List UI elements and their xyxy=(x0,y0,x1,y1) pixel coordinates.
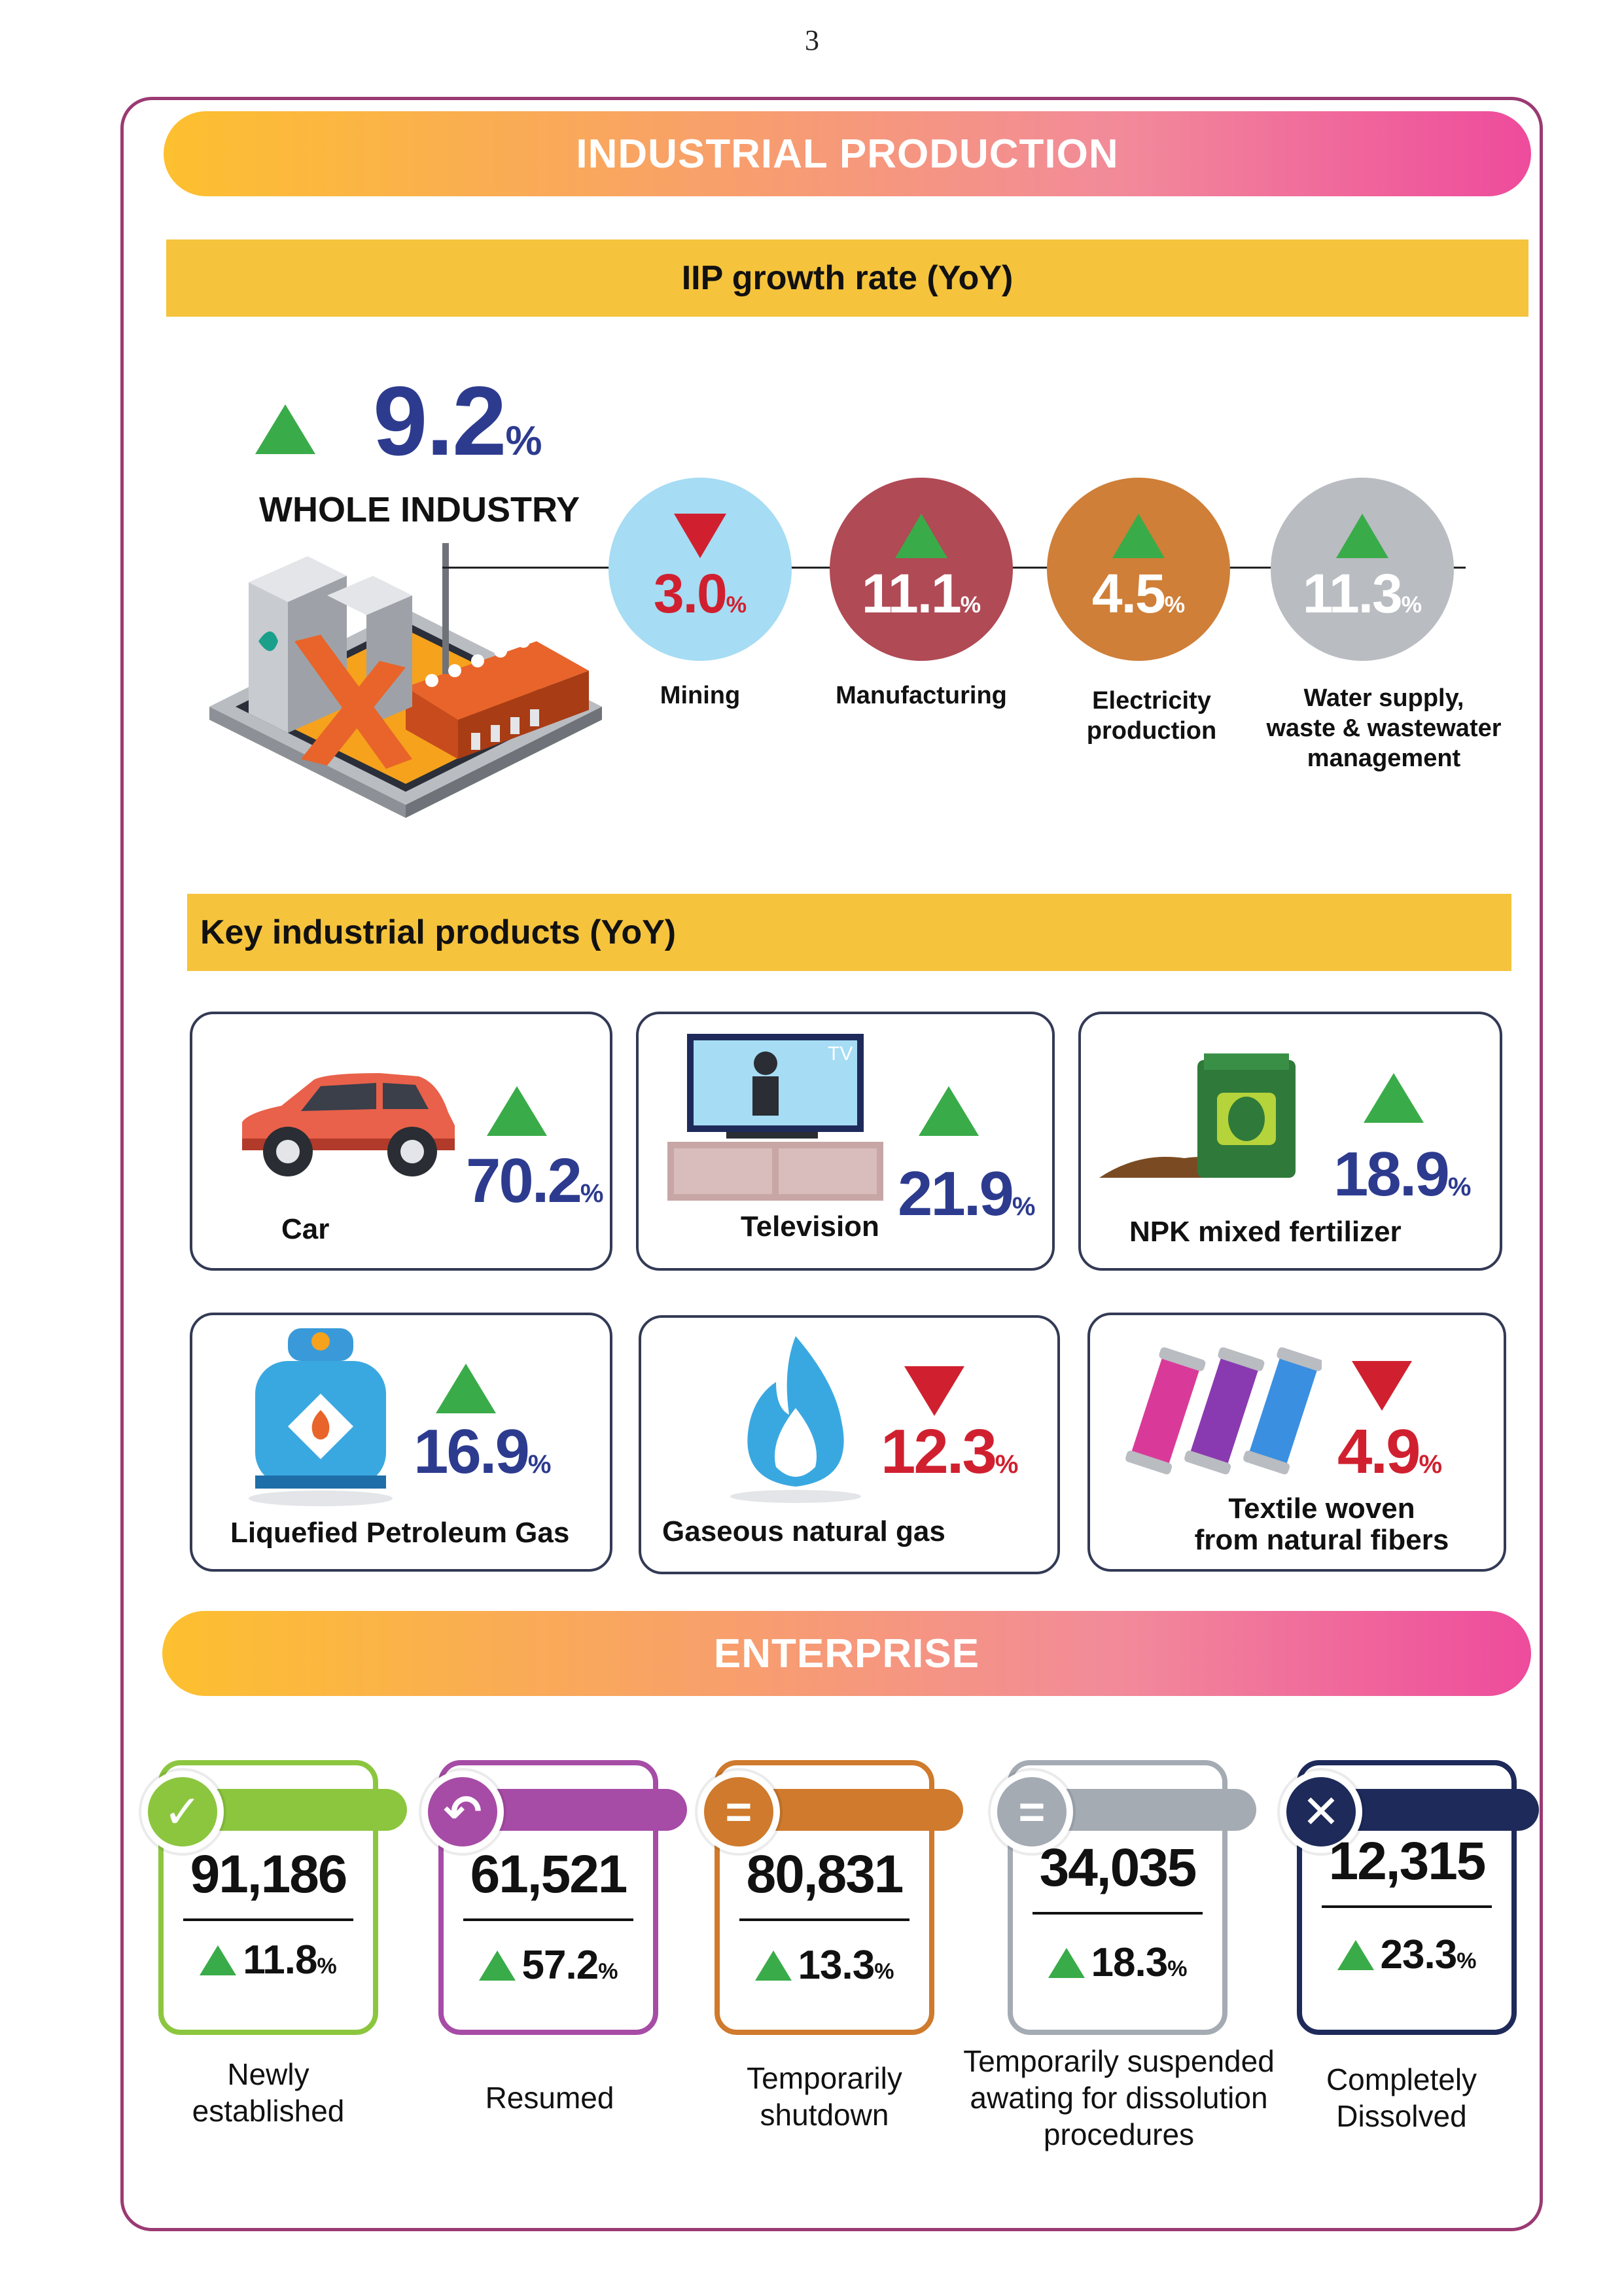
npk-fertilizer-value: 18.9% xyxy=(1333,1139,1472,1209)
newly-established-label: Newly established xyxy=(192,2057,345,2128)
natural-gas-down-arrow-icon xyxy=(904,1366,964,1416)
resumed-growth: 57.2% xyxy=(444,1942,653,1988)
temporarily-shutdown-up-arrow-icon xyxy=(755,1951,792,1981)
temporarily-suspended-label: Temporarily suspended awating for dissolution procedures xyxy=(963,2044,1275,2151)
electricity-up-arrow-icon xyxy=(1112,514,1165,558)
industrial-production-title: INDUSTRIAL PRODUCTION xyxy=(576,131,1119,177)
temporarily-shutdown-label: Temporarily shutdown xyxy=(747,2061,902,2132)
thread-spools-icon xyxy=(1125,1341,1322,1485)
television-up-arrow-icon xyxy=(919,1086,979,1136)
cross-icon: ✕ xyxy=(1280,1771,1362,1853)
mining-circle xyxy=(609,478,792,661)
pause-bars-icon-2: = xyxy=(991,1771,1073,1853)
npk-fertilizer-up-arrow-icon xyxy=(1364,1073,1424,1123)
newly-established-number: 91,186 xyxy=(190,1845,347,1904)
electricity-value: 4.5% xyxy=(1091,562,1186,624)
temporarily-suspended-divider xyxy=(1033,1912,1203,1915)
iip-growth-title: IIP growth rate (YoY) xyxy=(681,259,1014,297)
resumed-up-arrow-icon xyxy=(479,1951,516,1981)
water-supply-label: Water supply, waste & wastewater management xyxy=(1266,684,1502,772)
manufacturing-value: 11.1% xyxy=(861,562,981,624)
mining-value: 3.0% xyxy=(653,562,747,624)
car-icon xyxy=(229,1060,465,1191)
television-value: 21.9% xyxy=(898,1159,1036,1229)
checkmark-icon: ✓ xyxy=(141,1771,224,1853)
return-arrow-icon: ↶ xyxy=(421,1771,504,1853)
newly-established-divider xyxy=(183,1918,353,1921)
whole-industry-value: 9.2% xyxy=(373,366,542,476)
television-icon xyxy=(661,1027,883,1204)
whole-industry-label: WHOLE INDUSTRY xyxy=(259,490,580,529)
temporarily-suspended-number: 34,035 xyxy=(1039,1838,1196,1898)
page-number: 3 xyxy=(805,24,819,56)
tv-screen-text: TV xyxy=(828,1043,853,1065)
water-supply-circle xyxy=(1271,478,1454,661)
completely-dissolved-growth: 23.3% xyxy=(1302,1932,1511,1978)
enterprise-banner xyxy=(162,1611,1531,1696)
industrial-production-banner xyxy=(164,111,1531,196)
lpg-label: Liquefied Petroleum Gas xyxy=(230,1517,570,1549)
mining-label: Mining xyxy=(660,682,741,709)
car-label: Car xyxy=(281,1213,330,1245)
resumed-number: 61,521 xyxy=(470,1845,627,1904)
temporarily-suspended-up-arrow-icon xyxy=(1048,1948,1085,1978)
resumed-label: Resumed xyxy=(485,2081,614,2115)
temporarily-shutdown-divider xyxy=(739,1918,909,1921)
lpg-up-arrow-icon xyxy=(436,1364,496,1413)
electricity-label: Electricity production xyxy=(1086,687,1217,745)
textile-down-arrow-icon xyxy=(1352,1361,1412,1411)
water-supply-up-arrow-icon xyxy=(1336,514,1388,558)
manufacturing-up-arrow-icon xyxy=(895,514,947,558)
natural-gas-value: 12.3% xyxy=(881,1417,1019,1487)
whole-industry-up-arrow-icon xyxy=(255,404,315,454)
car-up-arrow-icon xyxy=(487,1086,547,1136)
fertilizer-bag-icon xyxy=(1099,1047,1309,1191)
lpg-value: 16.9% xyxy=(414,1417,552,1487)
water-supply-value: 11.3% xyxy=(1302,562,1422,624)
manufacturing-circle xyxy=(830,478,1013,661)
gas-cylinder-icon xyxy=(236,1322,406,1511)
key-products-strip xyxy=(187,894,1511,971)
factory-icon xyxy=(196,543,615,831)
natural-gas-label: Gaseous natural gas xyxy=(662,1515,945,1547)
textile-value: 4.9% xyxy=(1337,1417,1443,1487)
car-value: 70.2% xyxy=(466,1146,604,1216)
temporarily-shutdown-number: 80,831 xyxy=(746,1845,903,1904)
temporarily-shutdown-growth: 13.3% xyxy=(720,1942,929,1988)
enterprise-title: ENTERPRISE xyxy=(713,1631,980,1676)
textile-label: Textile woven from natural fibers xyxy=(1194,1492,1449,1556)
completely-dissolved-number: 12,315 xyxy=(1328,1831,1485,1891)
newly-established-growth: 11.8% xyxy=(164,1937,373,1983)
mining-down-arrow-icon xyxy=(674,514,726,558)
completely-dissolved-label: Completely Dissolved xyxy=(1326,2062,1477,2133)
completely-dissolved-up-arrow-icon xyxy=(1337,1940,1374,1970)
pause-bars-icon: = xyxy=(697,1771,780,1853)
completely-dissolved-divider xyxy=(1322,1905,1492,1908)
resumed-divider xyxy=(463,1918,633,1921)
key-products-title: Key industrial products (YoY) xyxy=(200,913,677,951)
television-label: Television xyxy=(741,1210,879,1243)
manufacturing-label: Manufacturing xyxy=(836,682,1007,709)
electricity-circle xyxy=(1047,478,1230,661)
newly-established-up-arrow-icon xyxy=(200,1945,236,1975)
iip-growth-strip xyxy=(166,239,1528,317)
temporarily-suspended-growth: 18.3% xyxy=(1013,1939,1222,1986)
npk-fertilizer-label: NPK mixed fertilizer xyxy=(1129,1216,1402,1248)
flame-icon xyxy=(724,1330,868,1506)
